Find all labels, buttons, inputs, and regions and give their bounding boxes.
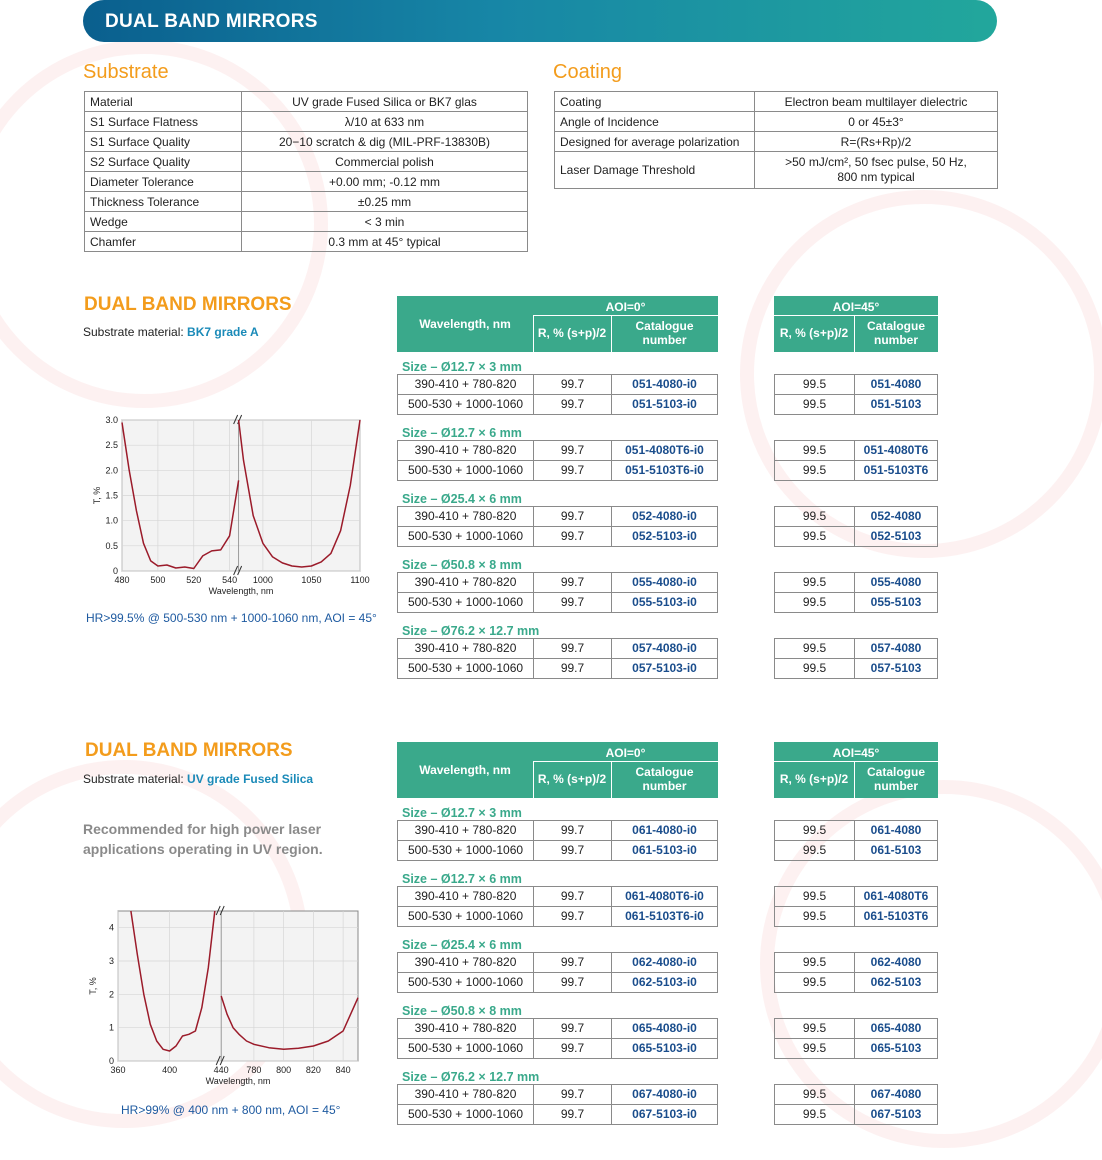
catalogue-word: Catalogue [866,765,925,779]
substrate-key: Material [85,92,242,112]
aoi45-header: AOI=45° [832,300,880,314]
table-row [397,906,938,927]
catalogue-number-cell[interactable]: 061-4080T6-i0 [611,886,718,907]
wavelength-header: Wavelength, nm [419,763,511,777]
x-tick-label: 400 [162,1065,178,1075]
aoi0-header: AOI=0° [605,746,646,760]
catalogue-number-cell[interactable]: 055-4080 [854,572,938,593]
catalogue-number-cell[interactable]: 052-4080-i0 [611,506,718,527]
y-tick-label: 1 [108,1022,114,1033]
catalogue-number-cell[interactable]: 051-4080-i0 [611,374,718,395]
r-header: R, % (s+p)/2 [537,772,607,786]
size-group-label: Size – Ø50.8 × 8 mm [402,558,522,572]
number-word: number [873,333,918,347]
reflectance-cell: 99.5 [774,592,855,613]
note-line-2: applications operating in UV region. [83,841,323,857]
reflectance-cell: 99.7 [533,440,612,461]
product2-note [83,819,323,859]
r-header: R, % (s+p)/2 [537,326,607,340]
banner-title: DUAL BAND MIRRORS [105,11,318,32]
catalogue-number-cell[interactable]: 057-4080 [854,638,938,659]
catalogue-number-cell[interactable]: 061-4080 [854,820,938,841]
size-group-label: Size – Ø12.7 × 6 mm [402,426,522,440]
catalogue-header [854,765,938,793]
x-tick-label: 440 [213,1065,229,1075]
x-axis-label: Wavelength, nm [205,1076,271,1086]
y-tick-label: 0 [112,566,118,576]
transmission-chart-bk7 [80,408,380,604]
x-tick-label: 1050 [301,575,322,585]
substrate-value: λ/10 at 633 nm [242,112,528,132]
y-tick-label: 3.0 [105,415,118,425]
number-word: number [873,779,918,793]
x-tick-label: 360 [110,1065,126,1075]
substrate-key: S1 Surface Flatness [85,112,242,132]
table-row [397,394,938,415]
catalogue-number-cell[interactable]: 067-4080 [854,1084,938,1105]
size-group-label: Size – Ø12.7 × 6 mm [402,872,522,886]
table-row [397,460,938,481]
size-group-label: Size – Ø25.4 × 6 mm [402,938,522,952]
r-header: R, % (s+p)/2 [779,772,849,786]
table-row [397,374,938,395]
table-row [397,820,938,841]
substrate-key: S2 Surface Quality [85,152,242,172]
reflectance-cell: 99.7 [533,952,612,973]
catalogue-number-cell[interactable]: 057-4080-i0 [611,638,718,659]
catalogue-number-cell[interactable]: 052-5103 [854,526,938,547]
header-divider [534,761,718,762]
catalogue-number-cell[interactable]: 051-5103 [854,394,938,415]
table-row [397,840,938,861]
wavelength-cell: 390-410 + 780-820 [397,1084,534,1105]
size-group-label: Size – Ø76.2 × 12.7 mm [402,1070,540,1084]
substrate-key: S1 Surface Quality [85,132,242,152]
reflectance-cell: 99.7 [533,374,612,395]
reflectance-cell: 99.7 [533,526,612,547]
y-tick-label: 2.5 [105,440,118,451]
coating-value: 0 or 45±3° [755,112,998,132]
aoi0-table-header [397,296,718,352]
substrate-value: < 3 min [242,212,528,232]
table-row [397,972,938,993]
table-row [397,1104,938,1125]
catalogue-number-cell[interactable]: 065-4080 [854,1018,938,1039]
x-tick-label: 1000 [252,575,273,585]
x-tick-label: 780 [246,1065,262,1075]
substrate-label: Substrate material: [83,772,188,786]
reflectance-cell: 99.7 [533,1104,612,1125]
catalogue-number-cell[interactable]: 051-5103T6-i0 [611,460,718,481]
aoi0-header: AOI=0° [605,300,646,314]
reflectance-cell: 99.7 [533,840,612,861]
reflectance-cell: 99.5 [774,374,855,395]
reflectance-cell: 99.5 [774,1084,855,1105]
wavelength-cell: 500-530 + 1000-1060 [397,526,534,547]
reflectance-cell: 99.5 [774,840,855,861]
substrate-table [84,91,528,252]
catalogue-number-cell[interactable]: 065-4080-i0 [611,1018,718,1039]
wavelength-cell: 390-410 + 780-820 [397,506,534,527]
catalogue-number-cell[interactable]: 067-5103-i0 [611,1104,718,1125]
reflectance-cell: 99.7 [533,572,612,593]
catalogue-number-cell[interactable]: 055-5103 [854,592,938,613]
catalogue-number-cell[interactable]: 055-5103-i0 [611,592,718,613]
reflectance-cell: 99.7 [533,1038,612,1059]
catalogue-number-cell[interactable]: 061-5103-i0 [611,840,718,861]
catalogue-word: Catalogue [635,765,694,779]
catalogue-header [854,319,938,347]
y-tick-label: 4 [108,922,114,933]
reflectance-cell: 99.7 [533,1084,612,1105]
catalogue-header [611,319,718,347]
table-row [397,1084,938,1105]
substrate-value: ±0.25 mm [242,192,528,212]
substrate-value: 0.3 mm at 45° typical [242,232,528,252]
substrate-key: Thickness Tolerance [85,192,242,212]
catalogue-number-cell[interactable]: 061-4080T6 [854,886,938,907]
reflectance-cell: 99.5 [774,506,855,527]
reflectance-cell: 99.5 [774,440,855,461]
transmission-chart-fused-silica [80,905,380,1095]
table-row [397,572,938,593]
size-group-label: Size – Ø25.4 × 6 mm [402,492,522,506]
x-tick-label: 800 [276,1065,292,1075]
reflectance-cell: 99.7 [533,638,612,659]
aoi45-table-header [774,296,938,352]
y-axis-label: T, % [92,486,102,505]
reflectance-cell: 99.5 [774,1018,855,1039]
size-group-label: Size – Ø12.7 × 3 mm [402,806,522,820]
table-row [397,638,938,659]
wavelength-cell: 390-410 + 780-820 [397,374,534,395]
y-tick-label: 3 [108,956,114,966]
table-row [397,886,938,907]
chart2-caption: HR>99% @ 400 nm + 800 nm, AOI = 45° [121,1103,341,1117]
coating-key: Designed for average polarization [555,132,755,152]
table-row [397,952,938,973]
substrate-value: UV grade Fused Silica or BK7 glas [242,92,528,112]
catalogue-number-cell[interactable]: 051-4080T6 [854,440,938,461]
wavelength-cell: 390-410 + 780-820 [397,952,534,973]
wavelength-cell: 500-530 + 1000-1060 [397,906,534,927]
wavelength-cell: 500-530 + 1000-1060 [397,840,534,861]
coating-table [554,91,998,189]
substrate-value: UV grade Fused Silica [187,772,314,786]
coating-value: R=(Rs+Rp)/2 [755,132,998,152]
wavelength-cell: 500-530 + 1000-1060 [397,394,534,415]
wavelength-cell: 390-410 + 780-820 [397,572,534,593]
catalogue-number-cell[interactable]: 062-4080 [854,952,938,973]
y-tick-label: 2 [108,989,114,1000]
ldt-line-2: 800 nm typical [837,170,915,184]
product1-substrate [83,325,259,339]
y-axis-label: T, % [88,977,98,995]
x-tick-label: 480 [114,575,130,585]
reflectance-cell: 99.5 [774,638,855,659]
catalogue-number-cell[interactable]: 052-4080 [854,506,938,527]
x-tick-label: 540 [222,575,238,585]
wavelength-cell: 500-530 + 1000-1060 [397,460,534,481]
reflectance-cell: 99.7 [533,906,612,927]
coating-title: Coating [553,61,622,83]
reflectance-cell: 99.7 [533,1018,612,1039]
aoi0-table-header [397,742,718,798]
y-tick-label: 0 [108,1056,114,1066]
wavelength-header: Wavelength, nm [419,317,511,331]
catalogue-number-cell[interactable]: 065-5103 [854,1038,938,1059]
table-row [397,526,938,547]
catalogue-number-cell[interactable]: 061-5103T6-i0 [611,906,718,927]
substrate-value: Commercial polish [242,152,528,172]
y-tick-label: 1.0 [105,515,118,526]
substrate-label: Substrate material: [83,325,188,339]
reflectance-cell: 99.5 [774,658,855,679]
size-group-label: Size – Ø76.2 × 12.7 mm [402,624,540,638]
table-row [397,1018,938,1039]
coating-key: Coating [555,92,755,112]
substrate-key: Chamfer [85,232,242,252]
table-row [397,658,938,679]
table-row [397,592,938,613]
x-tick-label: 840 [335,1065,351,1075]
reflectance-cell: 99.5 [774,460,855,481]
reflectance-cell: 99.7 [533,972,612,993]
ldt-line-1: >50 mJ/cm², 50 fsec pulse, 50 Hz, [785,155,967,169]
reflectance-cell: 99.5 [774,572,855,593]
reflectance-cell: 99.5 [774,886,855,907]
y-tick-label: 0.5 [105,540,118,551]
catalogue-number-cell[interactable]: 062-4080-i0 [611,952,718,973]
number-word: number [642,333,687,347]
x-tick-label: 520 [186,575,202,585]
plot-area [118,911,358,1061]
reflectance-cell: 99.5 [774,952,855,973]
coating-key: Angle of Incidence [555,112,755,132]
product2-substrate [83,772,313,786]
wavelength-cell: 390-410 + 780-820 [397,886,534,907]
x-tick-label: 820 [305,1065,321,1075]
substrate-title: Substrate [83,61,169,83]
aoi45-table-header [774,742,938,798]
catalogue-number-cell[interactable]: 051-5103T6 [854,460,938,481]
product1-title: DUAL BAND MIRRORS [84,294,292,315]
catalogue-header [611,765,718,793]
catalogue-number-cell[interactable]: 051-4080T6-i0 [611,440,718,461]
reflectance-cell: 99.5 [774,820,855,841]
note-line-1: Recommended for high power laser [83,821,322,837]
reflectance-cell: 99.7 [533,820,612,841]
catalogue-number-cell[interactable]: 062-5103-i0 [611,972,718,993]
catalogue-number-cell[interactable]: 057-5103-i0 [611,658,718,679]
catalogue-word: Catalogue [866,319,925,333]
catalogue-number-cell[interactable]: 061-4080-i0 [611,820,718,841]
wavelength-cell: 390-410 + 780-820 [397,1018,534,1039]
catalogue-number-cell[interactable]: 057-5103 [854,658,938,679]
catalogue-number-cell[interactable]: 061-5103 [854,840,938,861]
header-divider [534,315,718,316]
reflectance-cell: 99.5 [774,906,855,927]
catalogue-number-cell[interactable]: 062-5103 [854,972,938,993]
wavelength-cell: 500-530 + 1000-1060 [397,1104,534,1125]
x-tick-label: 500 [150,575,166,585]
header-divider [774,315,938,316]
wavelength-cell: 500-530 + 1000-1060 [397,972,534,993]
reflectance-cell: 99.7 [533,658,612,679]
size-group-label: Size – Ø50.8 × 8 mm [402,1004,522,1018]
y-tick-label: 2.0 [105,465,118,476]
substrate-value: +0.00 mm; -0.12 mm [242,172,528,192]
number-word: number [642,779,687,793]
header-banner [83,0,997,42]
size-group-label: Size – Ø12.7 × 3 mm [402,360,522,374]
catalogue-number-cell[interactable]: 061-5103T6 [854,906,938,927]
coating-key: Laser Damage Threshold [555,152,755,189]
coating-value [755,152,998,189]
reflectance-cell: 99.7 [533,506,612,527]
catalogue-number-cell[interactable]: 051-4080 [854,374,938,395]
wavelength-cell: 390-410 + 780-820 [397,440,534,461]
product2-title: DUAL BAND MIRRORS [85,740,293,761]
chart1-caption: HR>99.5% @ 500-530 nm + 1000-1060 nm, AOI = 45° [86,611,377,625]
r-header: R, % (s+p)/2 [779,326,849,340]
aoi45-header: AOI=45° [832,746,880,760]
table-row [397,440,938,461]
catalogue-word: Catalogue [635,319,694,333]
catalogue-number-cell[interactable]: 067-5103 [854,1104,938,1125]
reflectance-cell: 99.7 [533,592,612,613]
coating-value: Electron beam multilayer dielectric [755,92,998,112]
substrate-key: Diameter Tolerance [85,172,242,192]
wavelength-cell: 390-410 + 780-820 [397,820,534,841]
wavelength-cell: 500-530 + 1000-1060 [397,592,534,613]
catalogue-number-cell[interactable]: 065-5103-i0 [611,1038,718,1059]
substrate-key: Wedge [85,212,242,232]
x-tick-label: 1100 [350,575,370,585]
reflectance-cell: 99.5 [774,526,855,547]
wavelength-cell: 390-410 + 780-820 [397,638,534,659]
catalogue-number-cell[interactable]: 055-4080-i0 [611,572,718,593]
y-tick-label: 1.5 [105,490,118,501]
substrate-value: BK7 grade A [187,325,259,339]
reflectance-cell: 99.7 [533,886,612,907]
reflectance-cell: 99.5 [774,1038,855,1059]
wavelength-cell: 500-530 + 1000-1060 [397,658,534,679]
catalogue-number-cell[interactable]: 067-4080-i0 [611,1084,718,1105]
header-divider [774,761,938,762]
reflectance-cell: 99.7 [533,394,612,415]
table-row [397,1038,938,1059]
reflectance-cell: 99.5 [774,1104,855,1125]
substrate-value: 20−10 scratch & dig (MIL-PRF-13830B) [242,132,528,152]
reflectance-cell: 99.5 [774,972,855,993]
reflectance-cell: 99.5 [774,394,855,415]
reflectance-cell: 99.7 [533,460,612,481]
catalogue-number-cell[interactable]: 052-5103-i0 [611,526,718,547]
x-axis-label: Wavelength, nm [208,586,274,596]
catalogue-number-cell[interactable]: 051-5103-i0 [611,394,718,415]
table-row [397,506,938,527]
wavelength-cell: 500-530 + 1000-1060 [397,1038,534,1059]
